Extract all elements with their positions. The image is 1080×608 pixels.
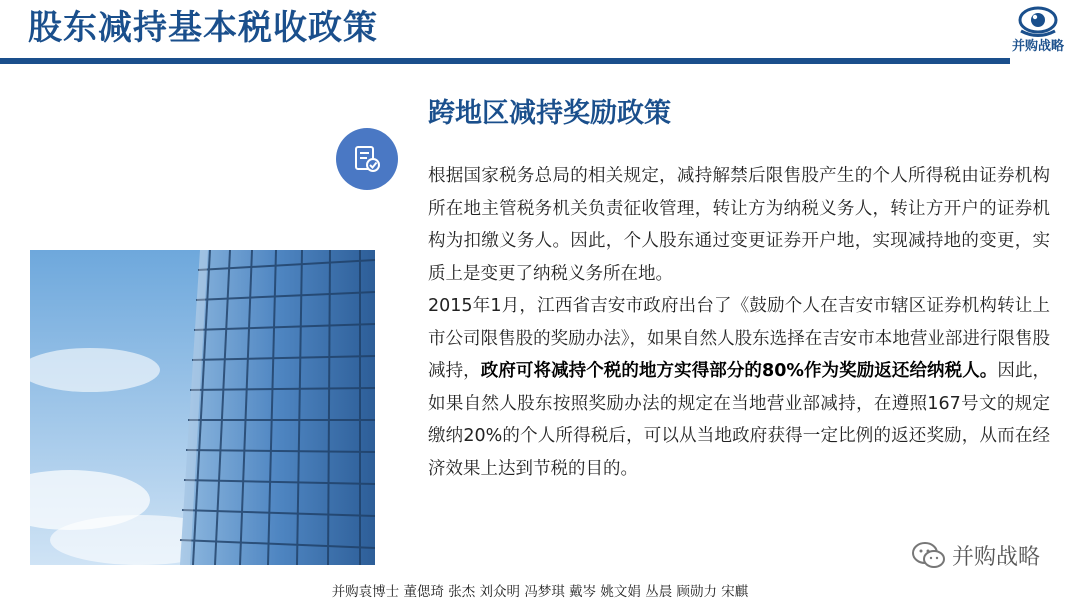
watermark bbox=[912, 540, 1040, 571]
footer-credits: 并购袁博士 董偲琦 张杰 刘众明 冯梦琪 戴岑 姚文娟 丛晨 顾勋力 宋麒 bbox=[331, 584, 749, 600]
body-text-highlight: 政府可将减持个税的地方实得部分的80%作为奖励返还给纳税人。 bbox=[480, 361, 998, 381]
wechat-icon bbox=[912, 541, 946, 571]
body-text-part1: 根据国家税务总局的相关规定，减持解禁后限售股产生的个人所得税由证券机构所在地主管税务机关负责征收管理，转让方为纳税义务人，转让方开户的证券机构为扣缴义务人。因此，个人股东通过变更证券开户地，实现减持地的变更，实质上是变更了纳税义务所在地。 bbox=[428, 166, 1050, 284]
eye-icon bbox=[1018, 4, 1058, 38]
document-check-icon bbox=[351, 143, 383, 175]
body-paragraph bbox=[428, 160, 1050, 485]
watermark-text: 并购战略 bbox=[951, 545, 1040, 570]
page-title: 股东减持基本税收政策 bbox=[28, 8, 378, 48]
brand-logo bbox=[1008, 4, 1068, 62]
section-icon bbox=[336, 128, 398, 190]
building-photo bbox=[30, 250, 375, 565]
body-text-part4: 因此，如果自然人股东按照奖励办法的规定在当地营业部减持，在遵照167号文的规定缴纳20%的个人所得税后，可以从当地政府获得一定比例的返还奖励，从而在经济效果上达到节税的目的。 bbox=[428, 361, 1051, 479]
section-title: 跨地区减持奖励政策 bbox=[428, 98, 671, 129]
body-text-part2: 2015年1月，江西省吉安市政府出台了《鼓励个人在吉安市辖区证券机构转让上市公司限售股的奖励办法》，如果自然人股东选择在吉安市本地营业部进行限售股减持， bbox=[428, 296, 1050, 381]
title-underline bbox=[0, 58, 1010, 64]
logo-text: 并购战略 bbox=[1011, 39, 1064, 54]
